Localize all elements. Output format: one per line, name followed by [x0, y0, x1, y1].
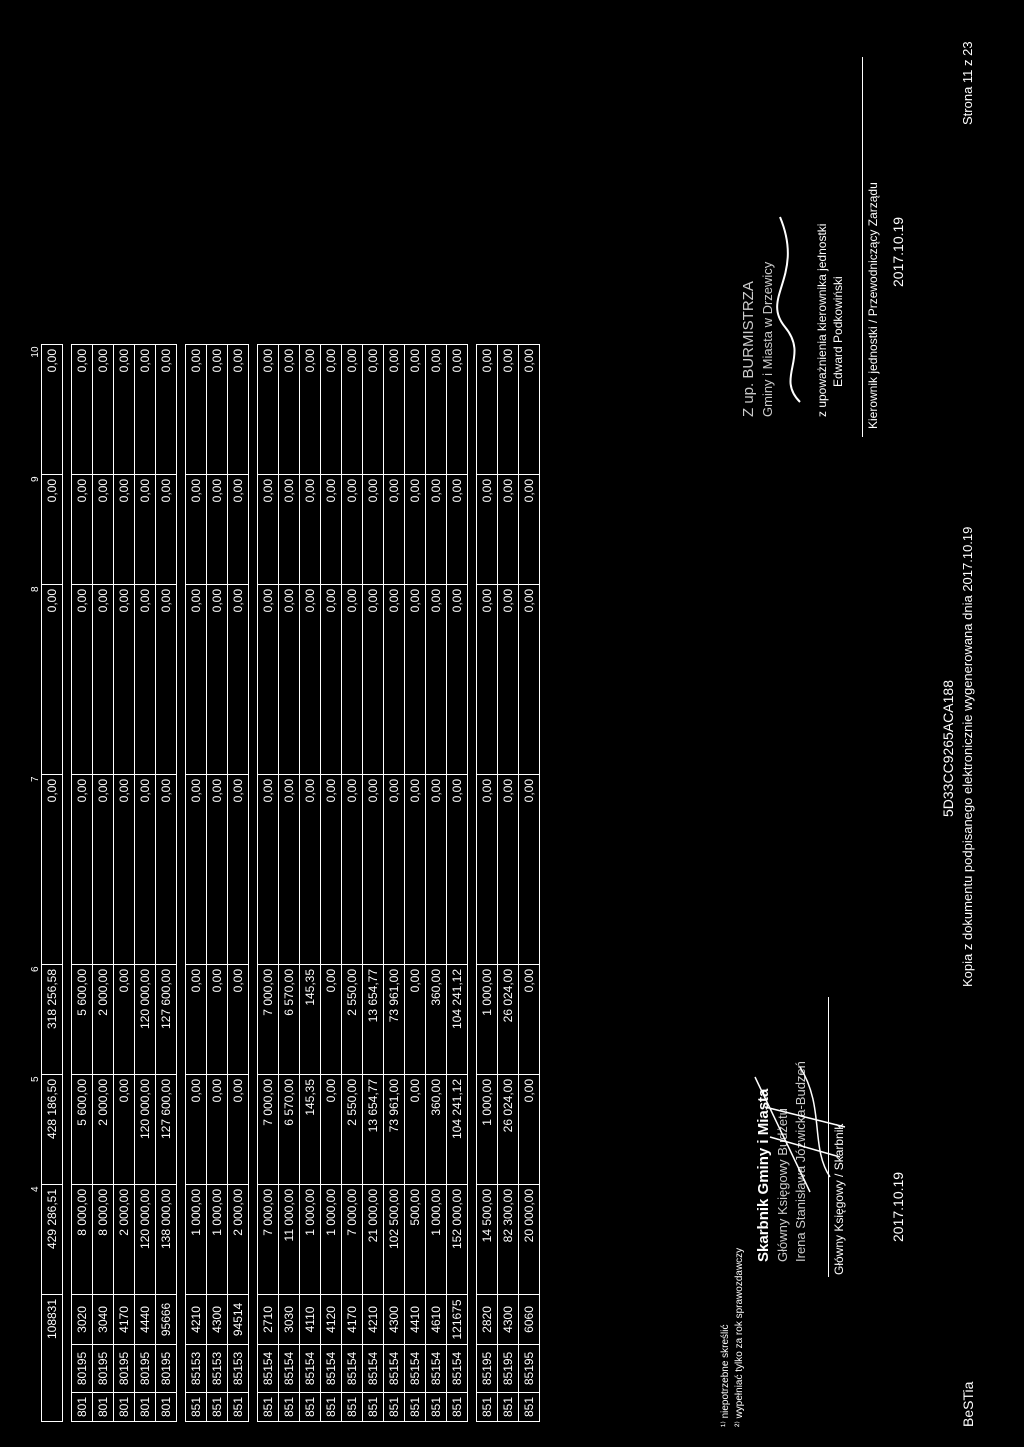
- amount-cell: 0,00: [228, 1074, 249, 1184]
- amount-cell: 0,00: [447, 774, 468, 964]
- table-row: [519, 344, 540, 1421]
- amount-cell: 0,00: [228, 774, 249, 964]
- column-number-row: [30, 344, 42, 1421]
- amount-cell: 0,00: [447, 474, 468, 584]
- amount-cell: 104 241,12: [447, 964, 468, 1074]
- amount-cell: 0,00: [363, 344, 384, 474]
- amount-cell: 0,00: [93, 474, 114, 584]
- paragraf-cell: 3030: [279, 1294, 300, 1344]
- dzial-cell: 851: [228, 1392, 249, 1421]
- amount-cell: 0,00: [114, 344, 135, 474]
- amount-cell: 0,00: [342, 474, 363, 584]
- amount-cell: 2 000,00: [114, 1184, 135, 1294]
- amount-cell: 0,00: [447, 584, 468, 774]
- amount-cell: 0,00: [156, 584, 177, 774]
- dzial-cell: 851: [363, 1392, 384, 1421]
- paragraf-cell: 4440: [135, 1294, 156, 1344]
- column-number: 9: [30, 476, 41, 483]
- dzial-cell: 851: [384, 1392, 405, 1421]
- amount-cell: 0,00: [93, 774, 114, 964]
- amount-cell: 2 000,00: [93, 1074, 114, 1184]
- amount-cell: 0,00: [72, 774, 93, 964]
- amount-cell: 0,00: [72, 474, 93, 584]
- amount-cell: 8 000,00: [72, 1184, 93, 1294]
- rozdzial-cell: 80195: [135, 1344, 156, 1392]
- amount-cell: 0,00: [186, 584, 207, 774]
- table-row: [114, 344, 135, 1421]
- amount-cell: 0,00: [519, 584, 540, 774]
- amount-cell: 0,00: [207, 584, 228, 774]
- total-cell: 0,00: [42, 474, 63, 584]
- amount-cell: 360,00: [426, 964, 447, 1074]
- ksiegowy-stamp: Główny Księgowy Budżetu: [775, 1108, 790, 1262]
- amount-cell: 0,00: [114, 964, 135, 1074]
- table-row: [342, 344, 363, 1421]
- amount-cell: 0,00: [426, 344, 447, 474]
- left-sign-line: [828, 997, 829, 1277]
- amount-cell: 120 000,00: [135, 1074, 156, 1184]
- dzial-cell: 851: [186, 1392, 207, 1421]
- group-separator: [177, 344, 186, 1421]
- amount-cell: 7 000,00: [258, 1074, 279, 1184]
- amount-cell: 0,00: [258, 774, 279, 964]
- amount-cell: 0,00: [135, 474, 156, 584]
- amount-cell: 0,00: [363, 774, 384, 964]
- column-number: 4: [30, 1186, 41, 1193]
- amount-cell: 0,00: [258, 344, 279, 474]
- amount-cell: 0,00: [207, 774, 228, 964]
- rozdzial-cell: 85154: [279, 1344, 300, 1392]
- dzial-cell: 851: [426, 1392, 447, 1421]
- amount-cell: 20 000,00: [519, 1184, 540, 1294]
- dzial-cell: 801: [135, 1392, 156, 1421]
- amount-cell: 0,00: [207, 1074, 228, 1184]
- dzial-cell: 851: [477, 1392, 498, 1421]
- totals-row: [42, 344, 63, 1421]
- amount-cell: 0,00: [477, 344, 498, 474]
- rozdzial-cell: 85154: [363, 1344, 384, 1392]
- total-cell: 429 286,51: [42, 1184, 63, 1294]
- table-row: [426, 344, 447, 1421]
- rozdzial-cell: 85154: [405, 1344, 426, 1392]
- amount-cell: 82 300,00: [498, 1184, 519, 1294]
- paragraf-cell: 2710: [258, 1294, 279, 1344]
- rozdzial-cell: 80195: [114, 1344, 135, 1392]
- paragraf-cell: 4300: [498, 1294, 519, 1344]
- paragraf-cell: 2820: [477, 1294, 498, 1344]
- amount-cell: 0,00: [321, 964, 342, 1074]
- amount-cell: 13 654,77: [363, 964, 384, 1074]
- rozdzial-cell: 85154: [447, 1344, 468, 1392]
- amount-cell: 0,00: [228, 474, 249, 584]
- paragraf-cell: 95666: [156, 1294, 177, 1344]
- director-name: Edward Podkowiński: [831, 276, 845, 387]
- table-row: [384, 344, 405, 1421]
- amount-cell: 0,00: [228, 344, 249, 474]
- amount-cell: 2 000,00: [228, 1184, 249, 1294]
- table-row: [363, 344, 384, 1421]
- amount-cell: 127 600,00: [156, 964, 177, 1074]
- amount-cell: 11 000,00: [279, 1184, 300, 1294]
- paragraf-cell: 3040: [93, 1294, 114, 1344]
- footnote-1: ¹⁾ niepotrzebne skreślić: [720, 1324, 731, 1427]
- amount-cell: 0,00: [405, 1074, 426, 1184]
- document-code: 5D33CC9265ACA188: [940, 680, 956, 817]
- rozdzial-cell: 85153: [207, 1344, 228, 1392]
- dzial-cell: 851: [498, 1392, 519, 1421]
- amount-cell: 0,00: [426, 774, 447, 964]
- paragraf-cell: 4300: [384, 1294, 405, 1344]
- group-separator: [468, 344, 477, 1421]
- amount-cell: 1 000,00: [477, 964, 498, 1074]
- amount-cell: 0,00: [498, 474, 519, 584]
- amount-cell: 0,00: [498, 774, 519, 964]
- group-separator: [249, 344, 258, 1421]
- total-cell: 428 186,50: [42, 1074, 63, 1184]
- amount-cell: 14 500,00: [477, 1184, 498, 1294]
- amount-cell: 2 000,00: [93, 964, 114, 1074]
- amount-cell: 0,00: [156, 474, 177, 584]
- rozdzial-cell: 80195: [93, 1344, 114, 1392]
- amount-cell: 0,00: [279, 474, 300, 584]
- amount-cell: 0,00: [519, 474, 540, 584]
- amount-cell: 0,00: [384, 344, 405, 474]
- amount-cell: 0,00: [207, 344, 228, 474]
- table-row: [186, 344, 207, 1421]
- column-number: 7: [30, 776, 41, 783]
- amount-cell: 0,00: [321, 774, 342, 964]
- table-row: [447, 344, 468, 1421]
- amount-cell: 360,00: [426, 1074, 447, 1184]
- ksiegowy-name-stamp: Irena Stanisława Józwicka-Budzeń: [793, 1061, 808, 1262]
- amount-cell: 0,00: [477, 774, 498, 964]
- amount-cell: 5 600,00: [72, 964, 93, 1074]
- amount-cell: 0,00: [186, 1074, 207, 1184]
- table-row: [498, 344, 519, 1421]
- amount-cell: 0,00: [321, 584, 342, 774]
- amount-cell: 1 000,00: [207, 1184, 228, 1294]
- amount-cell: 0,00: [477, 584, 498, 774]
- dzial-cell: 851: [405, 1392, 426, 1421]
- amount-cell: 0,00: [519, 964, 540, 1074]
- amount-cell: 0,00: [258, 474, 279, 584]
- amount-cell: 7 000,00: [258, 1184, 279, 1294]
- amount-cell: 1 000,00: [477, 1074, 498, 1184]
- amount-cell: 0,00: [114, 1074, 135, 1184]
- rozdzial-cell: 85154: [384, 1344, 405, 1392]
- amount-cell: 1 000,00: [186, 1184, 207, 1294]
- column-number: 10: [30, 346, 41, 358]
- amount-cell: 0,00: [321, 344, 342, 474]
- amount-cell: 6 570,00: [279, 1074, 300, 1184]
- amount-cell: 0,00: [342, 584, 363, 774]
- amount-cell: 0,00: [498, 584, 519, 774]
- dzial-cell: 851: [321, 1392, 342, 1421]
- amount-cell: 0,00: [93, 584, 114, 774]
- amount-cell: 104 241,12: [447, 1074, 468, 1184]
- amount-cell: 0,00: [207, 474, 228, 584]
- amount-cell: 7 000,00: [258, 964, 279, 1074]
- amount-cell: 0,00: [426, 474, 447, 584]
- amount-cell: 0,00: [384, 584, 405, 774]
- amount-cell: 26 024,00: [498, 1074, 519, 1184]
- amount-cell: 0,00: [207, 964, 228, 1074]
- amount-cell: 73 961,00: [384, 964, 405, 1074]
- rozdzial-cell: 85154: [258, 1344, 279, 1392]
- amount-cell: 102 500,00: [384, 1184, 405, 1294]
- amount-cell: 500,00: [405, 1184, 426, 1294]
- amount-cell: 0,00: [405, 774, 426, 964]
- amount-cell: 1 000,00: [300, 1184, 321, 1294]
- rozdzial-cell: 85154: [426, 1344, 447, 1392]
- amount-cell: 1 000,00: [426, 1184, 447, 1294]
- amount-cell: 6 570,00: [279, 964, 300, 1074]
- rozdzial-cell: 85195: [498, 1344, 519, 1392]
- table-row: [258, 344, 279, 1421]
- dzial-cell: 801: [93, 1392, 114, 1421]
- left-sign-date: 2017.10.19: [890, 1171, 906, 1242]
- table-row: [279, 344, 300, 1421]
- row-id: 108831: [42, 1294, 63, 1421]
- amount-cell: 5 600,00: [72, 1074, 93, 1184]
- burmistrz-stamp: Z up. BURMISTRZA: [740, 281, 757, 417]
- rozdzial-cell: 85153: [228, 1344, 249, 1392]
- amount-cell: 0,00: [384, 774, 405, 964]
- page-number: Strona 11 z 23: [960, 41, 975, 125]
- paragraf-cell: 4210: [363, 1294, 384, 1344]
- paragraf-cell: 4110: [300, 1294, 321, 1344]
- amount-cell: 0,00: [114, 584, 135, 774]
- amount-cell: 73 961,00: [384, 1074, 405, 1184]
- paragraf-cell: 4210: [186, 1294, 207, 1344]
- right-sign-date: 2017.10.19: [890, 216, 906, 287]
- amount-cell: 0,00: [519, 774, 540, 964]
- amount-cell: 0,00: [135, 584, 156, 774]
- amount-cell: 152 000,00: [447, 1184, 468, 1294]
- amount-cell: 127 600,00: [156, 1074, 177, 1184]
- right-sign-label: Kierownik jednostki / Przewodniczący Zarządu: [866, 182, 880, 429]
- table-row: [321, 344, 342, 1421]
- paragraf-cell: 94514: [228, 1294, 249, 1344]
- paragraf-cell: 4610: [426, 1294, 447, 1344]
- amount-cell: 0,00: [135, 344, 156, 474]
- paragraf-cell: 6060: [519, 1294, 540, 1344]
- amount-cell: 0,00: [300, 774, 321, 964]
- rozdzial-cell: 85153: [186, 1344, 207, 1392]
- amount-cell: 145,35: [300, 1074, 321, 1184]
- paragraf-cell: 4120: [321, 1294, 342, 1344]
- amount-cell: 0,00: [426, 584, 447, 774]
- paragraf-cell: 4410: [405, 1294, 426, 1344]
- amount-cell: 138 000,00: [156, 1184, 177, 1294]
- amount-cell: 0,00: [186, 474, 207, 584]
- amount-cell: 0,00: [384, 474, 405, 584]
- amount-cell: 0,00: [93, 344, 114, 474]
- gmina-stamp: Gminy i Miasta w Drzewicy: [760, 261, 775, 417]
- amount-cell: 0,00: [72, 584, 93, 774]
- total-cell: 0,00: [42, 584, 63, 774]
- amount-cell: 120 000,00: [135, 964, 156, 1074]
- amount-cell: 13 654,77: [363, 1074, 384, 1184]
- amount-cell: 0,00: [156, 344, 177, 474]
- dzial-cell: 851: [300, 1392, 321, 1421]
- dzial-cell: 801: [156, 1392, 177, 1421]
- amount-cell: 0,00: [498, 344, 519, 474]
- column-number: 8: [30, 586, 41, 593]
- dzial-cell: 851: [519, 1392, 540, 1421]
- paragraf-cell: 4170: [114, 1294, 135, 1344]
- skarbnik-stamp: Skarbnik Gminy i Miasta: [755, 1088, 772, 1262]
- amount-cell: 0,00: [405, 964, 426, 1074]
- right-signature-scribble: [770, 207, 815, 407]
- amount-cell: 0,00: [114, 474, 135, 584]
- rozdzial-cell: 85195: [477, 1344, 498, 1392]
- amount-cell: 0,00: [258, 584, 279, 774]
- rozdzial-cell: 85154: [300, 1344, 321, 1392]
- amount-cell: 0,00: [114, 774, 135, 964]
- amount-cell: 0,00: [228, 584, 249, 774]
- left-sign-label: Główny Księgowy / Skarbnik: [832, 1123, 846, 1275]
- amount-cell: 0,00: [186, 344, 207, 474]
- amount-cell: 0,00: [300, 584, 321, 774]
- amount-cell: 120 000,00: [135, 1184, 156, 1294]
- amount-cell: 0,00: [477, 474, 498, 584]
- amount-cell: 26 024,00: [498, 964, 519, 1074]
- amount-cell: 0,00: [321, 1074, 342, 1184]
- right-sign-line: [862, 57, 863, 437]
- table-row: [156, 344, 177, 1421]
- amount-cell: 21 000,00: [363, 1184, 384, 1294]
- amount-cell: 0,00: [156, 774, 177, 964]
- rozdzial-cell: 80195: [72, 1344, 93, 1392]
- table-row: [228, 344, 249, 1421]
- paragraf-cell: 4300: [207, 1294, 228, 1344]
- amount-cell: 0,00: [447, 344, 468, 474]
- amount-cell: 0,00: [405, 584, 426, 774]
- amount-cell: 0,00: [300, 474, 321, 584]
- amount-cell: 0,00: [279, 584, 300, 774]
- table-row: [93, 344, 114, 1421]
- amount-cell: 0,00: [228, 964, 249, 1074]
- rozdzial-cell: 85195: [519, 1344, 540, 1392]
- amount-cell: 0,00: [342, 774, 363, 964]
- amount-cell: 0,00: [279, 774, 300, 964]
- table-row: [405, 344, 426, 1421]
- amount-cell: 2 550,00: [342, 1074, 363, 1184]
- dzial-cell: 801: [114, 1392, 135, 1421]
- amount-cell: 0,00: [135, 774, 156, 964]
- amount-cell: 0,00: [300, 344, 321, 474]
- amount-cell: 1 000,00: [321, 1184, 342, 1294]
- amount-cell: 0,00: [279, 344, 300, 474]
- paragraf-cell: 4170: [342, 1294, 363, 1344]
- rozdzial-cell: 85154: [342, 1344, 363, 1392]
- data-table: [30, 344, 540, 1422]
- amount-cell: 0,00: [342, 344, 363, 474]
- table-row: [135, 344, 156, 1421]
- amount-cell: 0,00: [519, 344, 540, 474]
- total-cell: 0,00: [42, 774, 63, 964]
- footnote-2: ²⁾ wypełniać tylko za rok sprawozdawczy: [734, 1247, 745, 1427]
- amount-cell: 0,00: [405, 344, 426, 474]
- amount-cell: 0,00: [519, 1074, 540, 1184]
- rozdzial-cell: 80195: [156, 1344, 177, 1392]
- authorization-text: z upoważnienia kierownika jednostki: [815, 223, 829, 417]
- table-row: [72, 344, 93, 1421]
- dzial-cell: 851: [447, 1392, 468, 1421]
- amount-cell: 0,00: [72, 344, 93, 474]
- table-row: [477, 344, 498, 1421]
- amount-cell: 0,00: [321, 474, 342, 584]
- amount-cell: 0,00: [405, 474, 426, 584]
- total-cell: 0,00: [42, 344, 63, 474]
- copy-notice: Kopia z dokumentu podpisanego elektronicznie wygenerowana dnia 2017.10.19: [960, 526, 975, 987]
- table-row: [207, 344, 228, 1421]
- amount-cell: 2 550,00: [342, 964, 363, 1074]
- paragraf-cell: 3020: [72, 1294, 93, 1344]
- app-name: BeSTia: [960, 1381, 976, 1427]
- paragraf-cell: 121675: [447, 1294, 468, 1344]
- dzial-cell: 851: [342, 1392, 363, 1421]
- dzial-cell: 851: [207, 1392, 228, 1421]
- rozdzial-cell: 85154: [321, 1344, 342, 1392]
- dzial-cell: 801: [72, 1392, 93, 1421]
- total-cell: 318 256,58: [42, 964, 63, 1074]
- dzial-cell: 851: [279, 1392, 300, 1421]
- amount-cell: 8 000,00: [93, 1184, 114, 1294]
- amount-cell: 7 000,00: [342, 1184, 363, 1294]
- group-separator: [63, 344, 72, 1421]
- amount-cell: 0,00: [186, 774, 207, 964]
- column-number: 5: [30, 1076, 41, 1083]
- amount-cell: 0,00: [186, 964, 207, 1074]
- amount-cell: 0,00: [363, 474, 384, 584]
- amount-cell: 0,00: [363, 584, 384, 774]
- table-row: [300, 344, 321, 1421]
- column-number: 6: [30, 966, 41, 973]
- dzial-cell: 851: [258, 1392, 279, 1421]
- amount-cell: 145,35: [300, 964, 321, 1074]
